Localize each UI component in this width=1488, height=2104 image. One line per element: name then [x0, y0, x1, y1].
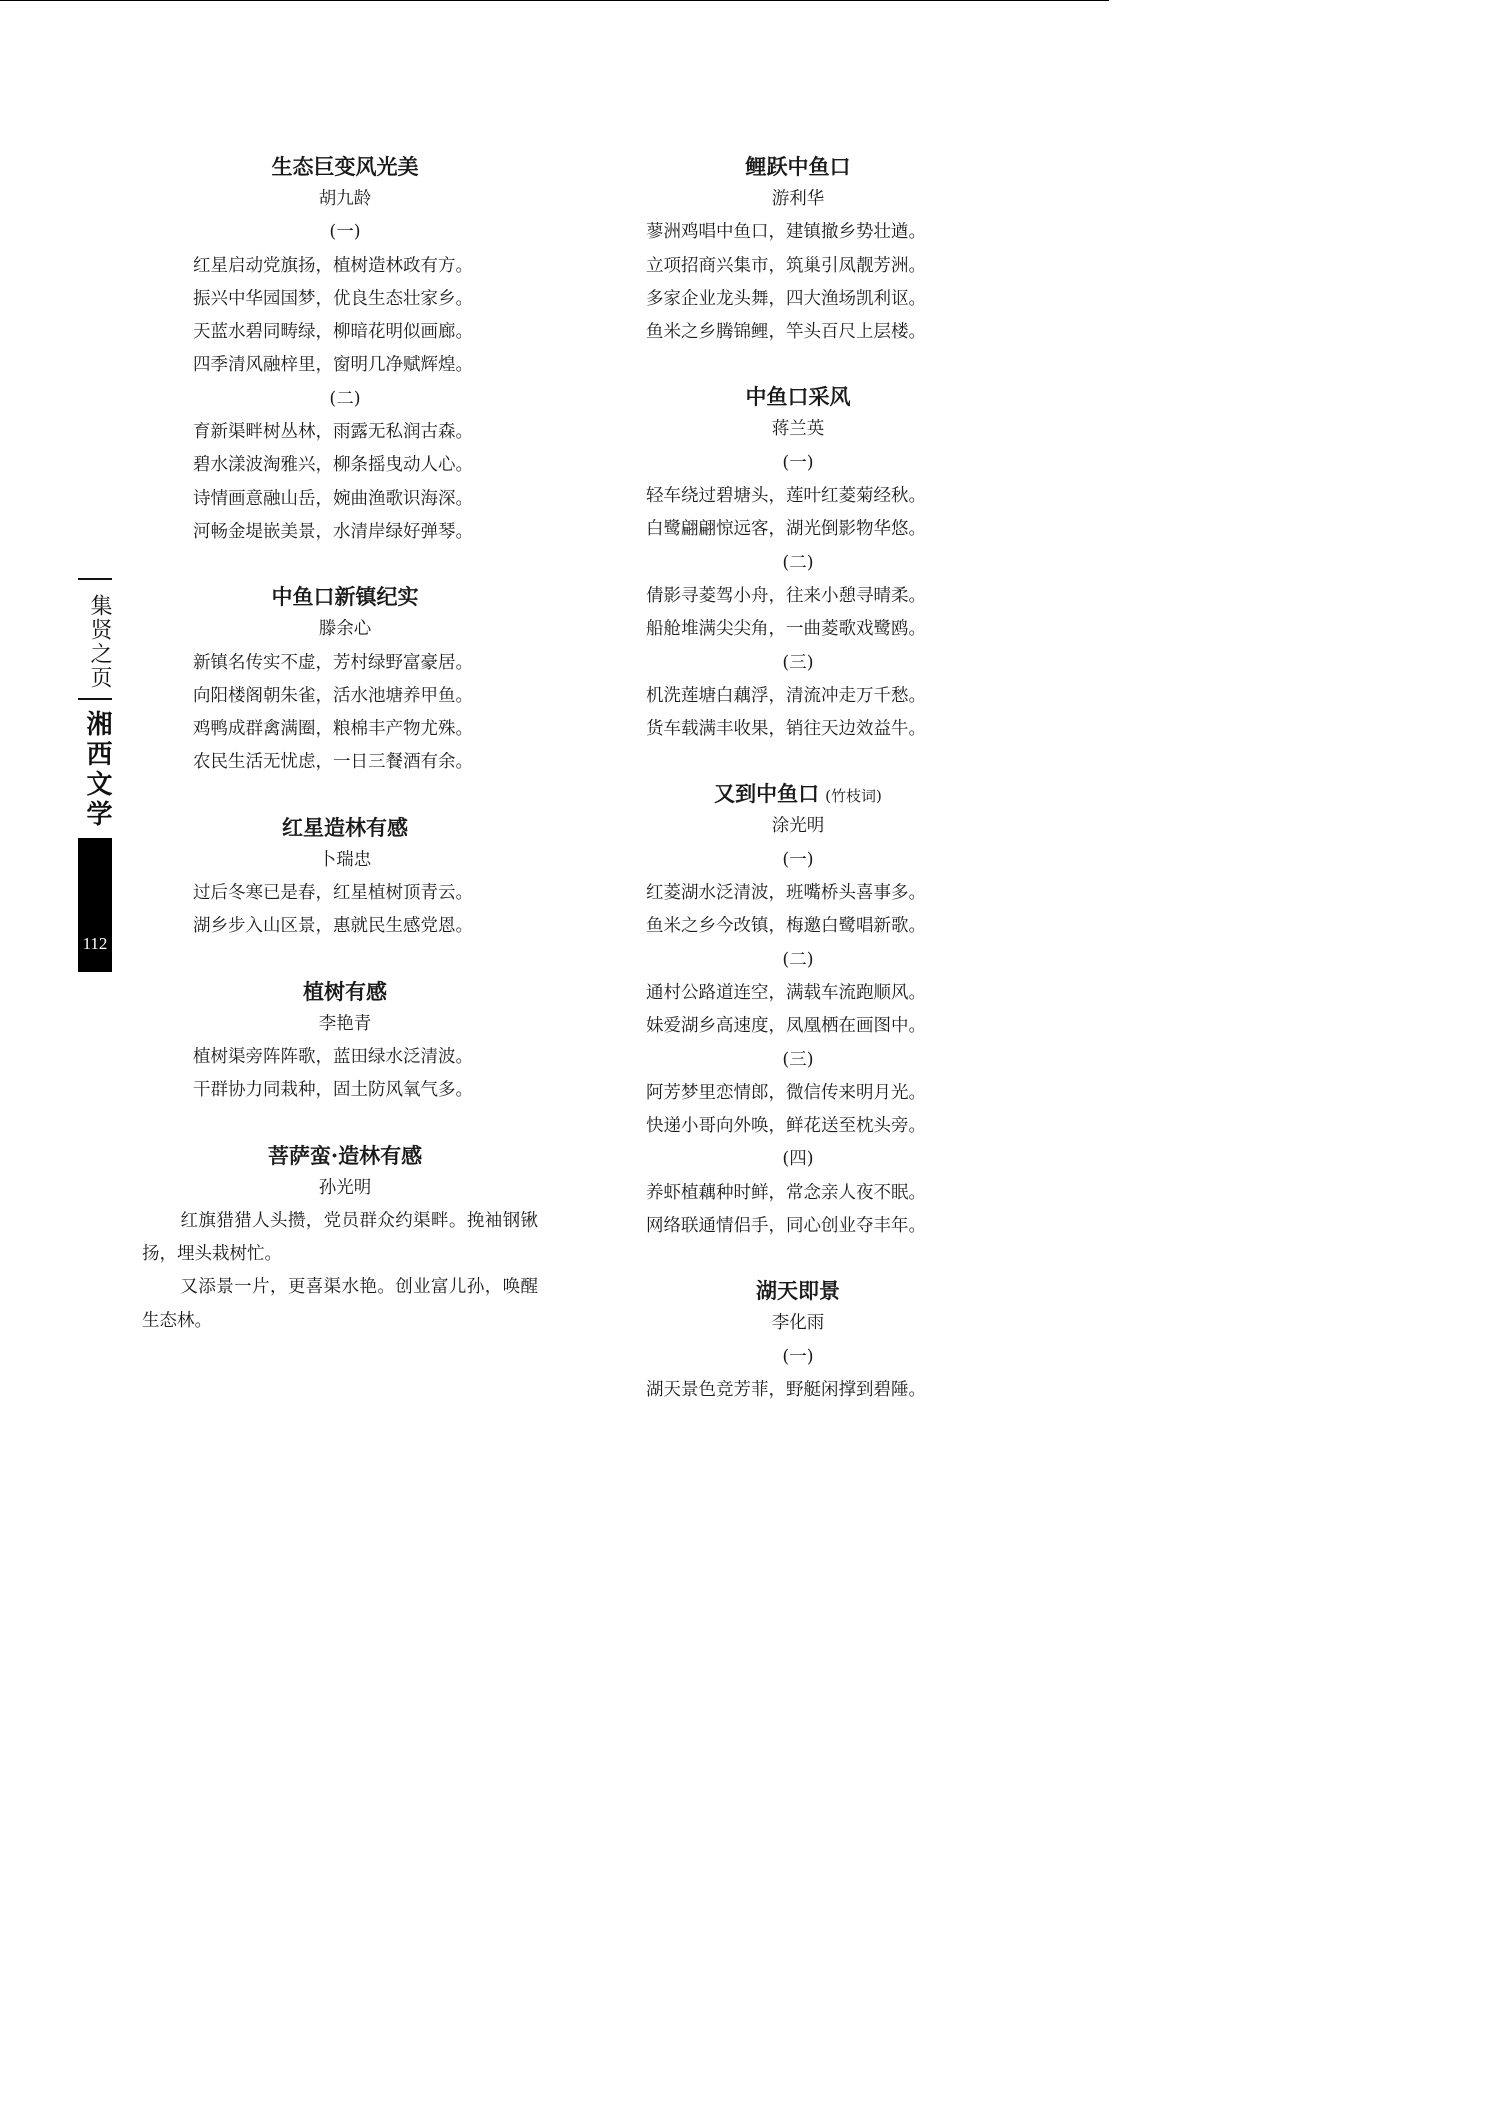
poem-line: 机洗莲塘白藕浮，清流冲走万千愁。 — [646, 685, 926, 706]
page-number: 112 — [82, 934, 108, 953]
poem-author: 李化雨 — [771, 1313, 825, 1334]
poem-title: 湖天即景 — [756, 1278, 840, 1304]
poem-line: 天蓝水碧同畴绿，柳暗花明似画廊。 — [193, 322, 473, 343]
section-number: (一) — [329, 222, 361, 243]
section-number: (三) — [782, 652, 814, 673]
section-number: (二) — [782, 552, 814, 573]
poem-line: 四季清风融梓里，窗明几净赋辉煌。 — [193, 355, 473, 376]
poem-line: 妹爱湖乡高速度，凤凰栖在画图中。 — [646, 1016, 926, 1037]
poem-title: 生态巨变风光美 — [271, 154, 419, 179]
poem-title: 红星造林有感 — [282, 814, 408, 840]
poem-line: 农民生活无忧虑，一日三餐酒有余。 — [193, 752, 473, 773]
poem-line: 船舱堆满尖尖角，一曲菱歌戏鹭鸥。 — [646, 619, 926, 640]
poem-line: 货车载满丰收果，销往天边效益牛。 — [646, 719, 926, 740]
section-number: (四) — [782, 1149, 814, 1170]
top-border — [0, 0, 1109, 1]
poem-line: 河畅金堤嵌美景，水清岸绿好弹琴。 — [193, 521, 473, 542]
poem — [140, 1139, 550, 1338]
poem-line: 通村公路道连空，满载车流跑顺风。 — [646, 982, 926, 1003]
ci-paragraph: 红旗猎猎人头攒，党员群众约渠畔。挽袖钢锹扬，埋头栽树忙。 — [142, 1210, 538, 1265]
poem-line: 向阳楼阁朝朱雀，活水池塘养甲鱼。 — [193, 685, 473, 706]
right-column — [643, 150, 953, 1438]
poem-line: 多家企业龙头舞，四大渔场凯利讴。 — [646, 288, 926, 309]
poem-line: 育新渠畔树丛林，雨露无私润古森。 — [193, 422, 473, 443]
poem — [643, 150, 953, 349]
poem-line: 新镇名传实不虚，芳村绿野富豪居。 — [193, 652, 473, 673]
poem — [140, 580, 550, 779]
poem-line: 植树渠旁阵阵歌，蓝田绿水泛清波。 — [193, 1046, 473, 1067]
poem-author: 游利华 — [771, 189, 825, 209]
poem-line: 碧水漾波淘雅兴，柳条摇曳动人心。 — [193, 455, 473, 476]
poem-line: 湖天景色竞芳菲，野艇闲撑到碧陲。 — [646, 1379, 926, 1400]
poem-line: 蓼洲鸡唱中鱼口，建镇撤乡势壮遒。 — [646, 222, 926, 243]
poem-line: 湖乡步入山区景，惠就民生感党恩。 — [193, 916, 473, 937]
section-number: (一) — [782, 849, 814, 870]
poem-author: 蒋兰英 — [771, 419, 825, 440]
poem-author: 涂光明 — [771, 816, 825, 837]
poem-title: 中鱼口新镇纪实 — [271, 584, 419, 610]
poem-line: 快递小哥向外唤，鲜花送至枕头旁。 — [646, 1116, 926, 1137]
magazine-brand: 湘西文学 — [82, 710, 112, 830]
poem-line: 诗情画意融山岳，婉曲渔歌识海深。 — [193, 488, 473, 509]
poem-author: 胡九龄 — [318, 189, 372, 209]
poem-author: 滕余心 — [318, 619, 372, 640]
poem-line: 振兴中华园国梦，优良生态壮家乡。 — [193, 288, 473, 309]
section-number: (二) — [329, 388, 361, 409]
poem-author: 李艳青 — [318, 1013, 372, 1034]
poem-author: 孙光明 — [318, 1177, 372, 1198]
poem-line: 白鹭翩翩惊远客，湖光倒影物华悠。 — [646, 519, 926, 540]
poem-line: 轻车绕过碧塘头，莲叶红菱菊经秋。 — [646, 486, 926, 507]
poem-title: 鲤跃中鱼口 — [745, 154, 851, 179]
poem-title: 中鱼口采风 — [745, 384, 851, 410]
poem-line: 鱼米之乡今改镇，梅邀白鹭唱新歌。 — [646, 916, 926, 937]
poem — [140, 975, 550, 1108]
poem — [643, 777, 953, 1243]
poem — [140, 150, 550, 549]
poem-title — [643, 777, 953, 810]
poem — [140, 811, 550, 944]
poem-line: 红菱湖水泛清波，班嘴桥头喜事多。 — [646, 883, 926, 904]
poem-line: 养虾植藕种时鲜，常念亲人夜不眠。 — [646, 1182, 926, 1203]
poem-line: 鸡鸭成群禽满圈，粮棉丰产物尤殊。 — [193, 719, 473, 740]
ci-paragraph: 又添景一片，更喜渠水艳。创业富儿孙，唤醒生态林。 — [142, 1277, 538, 1331]
poem-line: 网络联通情侣手，同心创业夺丰年。 — [646, 1216, 926, 1237]
poem-line: 阿芳梦里恋情郎，微信传来明月光。 — [646, 1082, 926, 1103]
poem-title-text: 又到中鱼口 — [714, 781, 820, 807]
column-label-sidebar — [78, 578, 112, 972]
poem-author: 卜瑞忠 — [318, 849, 372, 870]
poem-line: 倩影寻菱驾小舟，往来小憩寻晴柔。 — [646, 585, 926, 606]
poem — [643, 1274, 953, 1407]
sidebar-rule-middle — [78, 698, 112, 700]
poem-title-note: (竹枝词) — [825, 787, 882, 806]
poem-line: 干群协力同栽种，固土防风氧气多。 — [193, 1080, 473, 1101]
section-number: (一) — [782, 1346, 814, 1367]
section-number: (一) — [782, 452, 814, 473]
section-label: 集贤之页 — [87, 594, 112, 690]
page-number-tab — [78, 838, 112, 972]
poem-title: 植树有感 — [303, 978, 387, 1004]
poem-line: 立项招商兴集市，筑巢引凤靓芳洲。 — [646, 255, 926, 276]
sidebar-rule-top — [78, 578, 112, 580]
left-column — [140, 150, 550, 1369]
section-number: (三) — [782, 1049, 814, 1070]
poem-line: 红星启动党旗扬，植树造林政有方。 — [193, 255, 473, 276]
poem — [643, 380, 953, 746]
poem-line: 鱼米之乡腾锦鲤，竿头百尺上层楼。 — [646, 322, 926, 343]
section-number: (二) — [782, 949, 814, 970]
poem-title: 菩萨蛮·造林有感 — [267, 1142, 423, 1168]
poem-line: 过后冬寒已是春，红星植树顶青云。 — [193, 883, 473, 904]
